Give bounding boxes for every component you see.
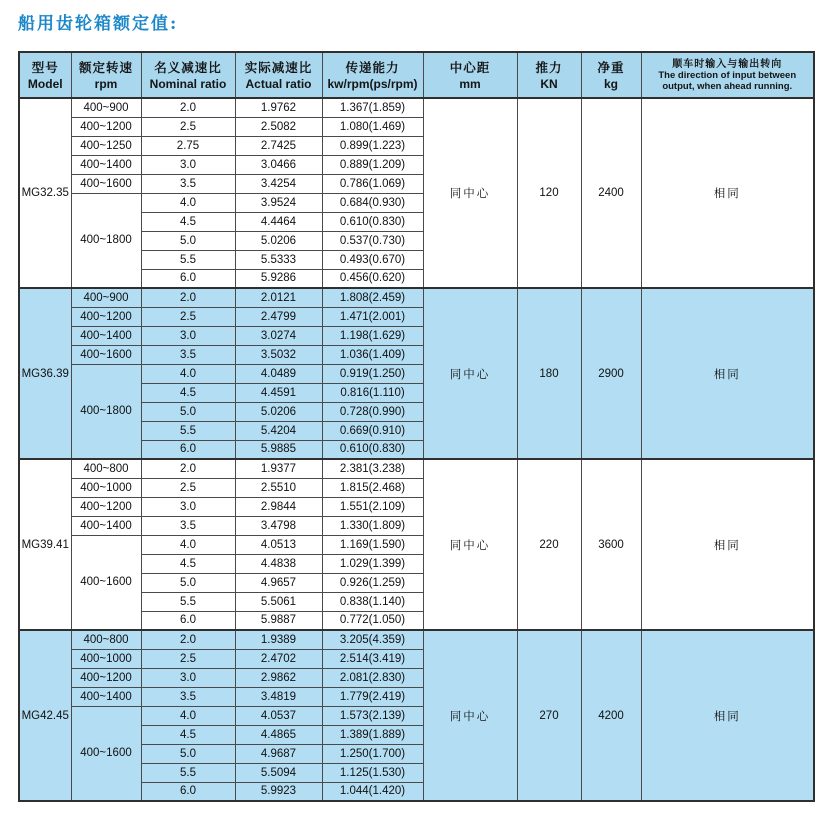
actual-ratio-cell: 4.4865 [235, 725, 322, 744]
nominal-ratio-cell: 5.5 [141, 763, 235, 782]
rated-speed-cell: 400~900 [71, 98, 141, 117]
model-block-MG39.41 [19, 459, 814, 630]
actual-ratio-cell: 4.4838 [235, 554, 322, 573]
net-weight-cell: 3600 [581, 459, 641, 630]
center-distance-cell: 同中心 [423, 630, 517, 801]
nominal-ratio-cell: 6.0 [141, 611, 235, 630]
model-cell: MG32.35 [19, 98, 71, 288]
capacity-cell: 2.514(3.419) [322, 649, 423, 668]
model-block-MG36.39 [19, 288, 814, 459]
capacity-cell: 0.899(1.223) [322, 136, 423, 155]
col-header-direction-en: The direction of input between output, when ahead running. [658, 69, 797, 92]
actual-ratio-cell: 5.4204 [235, 421, 322, 440]
actual-ratio-cell: 5.9286 [235, 269, 322, 288]
direction-cell: 相同 [641, 630, 814, 801]
nominal-ratio-cell: 2.5 [141, 117, 235, 136]
col-header-net-weight [581, 52, 641, 98]
actual-ratio-cell: 3.5032 [235, 345, 322, 364]
capacity-cell: 1.471(2.001) [322, 307, 423, 326]
nominal-ratio-cell: 5.0 [141, 231, 235, 250]
capacity-cell: 0.728(0.990) [322, 402, 423, 421]
rated-speed-cell: 400~1200 [71, 307, 141, 326]
rated-speed-cell: 400~1800 [71, 193, 141, 288]
center-distance-cell: 同中心 [423, 288, 517, 459]
col-header-rated-speed-zh: 额定转速 [78, 60, 133, 75]
capacity-cell: 1.389(1.889) [322, 725, 423, 744]
col-header-model-zh: 型号 [31, 60, 59, 75]
actual-ratio-cell: 2.9862 [235, 668, 322, 687]
capacity-cell: 1.367(1.859) [322, 98, 423, 117]
actual-ratio-cell: 4.9657 [235, 573, 322, 592]
actual-ratio-cell: 4.9687 [235, 744, 322, 763]
actual-ratio-cell: 3.0274 [235, 326, 322, 345]
nominal-ratio-cell: 4.5 [141, 383, 235, 402]
col-header-capacity [322, 52, 423, 98]
col-header-net-weight-en: kg [603, 76, 618, 91]
capacity-cell: 1.330(1.809) [322, 516, 423, 535]
actual-ratio-cell: 3.9524 [235, 193, 322, 212]
thrust-cell: 120 [517, 98, 581, 288]
rated-speed-cell: 400~1600 [71, 706, 141, 801]
table-row [19, 288, 814, 307]
nominal-ratio-cell: 3.5 [141, 516, 235, 535]
nominal-ratio-cell: 2.0 [141, 630, 235, 649]
actual-ratio-cell: 4.0537 [235, 706, 322, 725]
nominal-ratio-cell: 6.0 [141, 269, 235, 288]
capacity-cell: 3.205(4.359) [322, 630, 423, 649]
nominal-ratio-cell: 4.5 [141, 212, 235, 231]
nominal-ratio-cell: 4.0 [141, 364, 235, 383]
capacity-cell: 0.456(0.620) [322, 269, 423, 288]
actual-ratio-cell: 2.5082 [235, 117, 322, 136]
capacity-cell: 0.838(1.140) [322, 592, 423, 611]
col-header-center-distance-en: mm [459, 76, 481, 91]
actual-ratio-cell: 5.0206 [235, 231, 322, 250]
actual-ratio-cell: 1.9389 [235, 630, 322, 649]
capacity-cell: 0.919(1.250) [322, 364, 423, 383]
col-header-capacity-en: kw/rpm(ps/rpm) [327, 76, 418, 91]
capacity-cell: 0.537(0.730) [322, 231, 423, 250]
nominal-ratio-cell: 3.0 [141, 668, 235, 687]
nominal-ratio-cell: 4.5 [141, 554, 235, 573]
col-header-nominal-ratio [141, 52, 235, 98]
capacity-cell: 0.772(1.050) [322, 611, 423, 630]
col-header-nominal-ratio-en: Nominal ratio [149, 76, 227, 91]
rated-speed-cell: 400~1200 [71, 117, 141, 136]
col-header-center-distance [423, 52, 517, 98]
col-header-thrust-zh: 推力 [535, 60, 563, 75]
actual-ratio-cell: 3.4254 [235, 174, 322, 193]
capacity-cell: 0.493(0.670) [322, 250, 423, 269]
rated-speed-cell: 400~1400 [71, 326, 141, 345]
actual-ratio-cell: 2.7425 [235, 136, 322, 155]
nominal-ratio-cell: 4.0 [141, 535, 235, 554]
capacity-cell: 1.198(1.629) [322, 326, 423, 345]
capacity-cell: 0.889(1.209) [322, 155, 423, 174]
nominal-ratio-cell: 2.0 [141, 459, 235, 478]
rated-speed-cell: 400~1400 [71, 155, 141, 174]
actual-ratio-cell: 4.4591 [235, 383, 322, 402]
actual-ratio-cell: 2.9844 [235, 497, 322, 516]
nominal-ratio-cell: 2.5 [141, 649, 235, 668]
table-row [19, 459, 814, 478]
net-weight-cell: 2400 [581, 98, 641, 288]
nominal-ratio-cell: 5.5 [141, 421, 235, 440]
rated-speed-cell: 400~1000 [71, 649, 141, 668]
capacity-cell: 2.381(3.238) [322, 459, 423, 478]
capacity-cell: 1.808(2.459) [322, 288, 423, 307]
actual-ratio-cell: 1.9377 [235, 459, 322, 478]
col-header-center-distance-zh: 中心距 [449, 60, 491, 75]
col-header-rated-speed [71, 52, 141, 98]
col-header-actual-ratio [235, 52, 322, 98]
thrust-cell: 220 [517, 459, 581, 630]
actual-ratio-cell: 3.0466 [235, 155, 322, 174]
capacity-cell: 0.926(1.259) [322, 573, 423, 592]
actual-ratio-cell: 4.0513 [235, 535, 322, 554]
nominal-ratio-cell: 3.5 [141, 174, 235, 193]
actual-ratio-cell: 4.4464 [235, 212, 322, 231]
rated-speed-cell: 400~1200 [71, 497, 141, 516]
col-header-capacity-zh: 传递能力 [345, 60, 400, 75]
nominal-ratio-cell: 6.0 [141, 782, 235, 801]
capacity-cell: 1.250(1.700) [322, 744, 423, 763]
rated-speed-cell: 400~1600 [71, 535, 141, 630]
col-header-thrust-en: KN [540, 76, 558, 91]
col-header-model-en: Model [27, 76, 63, 91]
col-header-thrust [517, 52, 581, 98]
col-header-nominal-ratio-zh: 名义减速比 [154, 60, 222, 75]
model-block-MG42.45 [19, 630, 814, 801]
rated-speed-cell: 400~1800 [71, 364, 141, 459]
table-row [19, 98, 814, 117]
thrust-cell: 270 [517, 630, 581, 801]
rated-speed-cell: 400~900 [71, 288, 141, 307]
capacity-cell: 0.786(1.069) [322, 174, 423, 193]
capacity-cell: 0.669(0.910) [322, 421, 423, 440]
nominal-ratio-cell: 5.0 [141, 402, 235, 421]
rated-speed-cell: 400~1600 [71, 345, 141, 364]
actual-ratio-cell: 3.4819 [235, 687, 322, 706]
capacity-cell: 1.551(2.109) [322, 497, 423, 516]
nominal-ratio-cell: 3.0 [141, 497, 235, 516]
rated-speed-cell: 400~1400 [71, 516, 141, 535]
capacity-cell: 1.036(1.409) [322, 345, 423, 364]
actual-ratio-cell: 5.5061 [235, 592, 322, 611]
capacity-cell: 0.816(1.110) [322, 383, 423, 402]
nominal-ratio-cell: 4.0 [141, 193, 235, 212]
col-header-direction [641, 52, 814, 98]
rated-speed-cell: 400~800 [71, 630, 141, 649]
net-weight-cell: 2900 [581, 288, 641, 459]
col-header-actual-ratio-zh: 实际减速比 [244, 60, 313, 75]
model-cell: MG39.41 [19, 459, 71, 630]
capacity-cell: 0.610(0.830) [322, 440, 423, 459]
capacity-cell: 0.610(0.830) [322, 212, 423, 231]
capacity-cell: 1.169(1.590) [322, 535, 423, 554]
actual-ratio-cell: 5.9885 [235, 440, 322, 459]
nominal-ratio-cell: 5.5 [141, 250, 235, 269]
thrust-cell: 180 [517, 288, 581, 459]
actual-ratio-cell: 5.9923 [235, 782, 322, 801]
rated-speed-cell: 400~1400 [71, 687, 141, 706]
actual-ratio-cell: 1.9762 [235, 98, 322, 117]
capacity-cell: 1.080(1.469) [322, 117, 423, 136]
capacity-cell: 2.081(2.830) [322, 668, 423, 687]
nominal-ratio-cell: 2.0 [141, 98, 235, 117]
nominal-ratio-cell: 3.0 [141, 155, 235, 174]
table-row [19, 630, 814, 649]
direction-cell: 相同 [641, 98, 814, 288]
col-header-rated-speed-en: rpm [94, 76, 118, 91]
actual-ratio-cell: 5.9887 [235, 611, 322, 630]
rated-speed-cell: 400~1000 [71, 478, 141, 497]
nominal-ratio-cell: 2.5 [141, 478, 235, 497]
capacity-cell: 1.029(1.399) [322, 554, 423, 573]
actual-ratio-cell: 2.0121 [235, 288, 322, 307]
capacity-cell: 1.044(1.420) [322, 782, 423, 801]
model-cell: MG42.45 [19, 630, 71, 801]
center-distance-cell: 同中心 [423, 459, 517, 630]
center-distance-cell: 同中心 [423, 98, 517, 288]
actual-ratio-cell: 3.4798 [235, 516, 322, 535]
rated-speed-cell: 400~800 [71, 459, 141, 478]
capacity-cell: 1.779(2.419) [322, 687, 423, 706]
capacity-cell: 0.684(0.930) [322, 193, 423, 212]
actual-ratio-cell: 5.5094 [235, 763, 322, 782]
capacity-cell: 1.125(1.530) [322, 763, 423, 782]
nominal-ratio-cell: 5.0 [141, 573, 235, 592]
nominal-ratio-cell: 6.0 [141, 440, 235, 459]
rated-speed-cell: 400~1600 [71, 174, 141, 193]
actual-ratio-cell: 5.0206 [235, 402, 322, 421]
capacity-cell: 1.573(2.139) [322, 706, 423, 725]
nominal-ratio-cell: 4.5 [141, 725, 235, 744]
col-header-net-weight-zh: 净重 [597, 60, 625, 75]
nominal-ratio-cell: 2.5 [141, 307, 235, 326]
nominal-ratio-cell: 4.0 [141, 706, 235, 725]
rated-speed-cell: 400~1200 [71, 668, 141, 687]
col-header-model [19, 52, 71, 98]
nominal-ratio-cell: 3.5 [141, 687, 235, 706]
model-block-MG32.35 [19, 98, 814, 288]
nominal-ratio-cell: 3.0 [141, 326, 235, 345]
nominal-ratio-cell: 2.0 [141, 288, 235, 307]
actual-ratio-cell: 2.5510 [235, 478, 322, 497]
actual-ratio-cell: 5.5333 [235, 250, 322, 269]
nominal-ratio-cell: 2.75 [141, 136, 235, 155]
col-header-actual-ratio-en: Actual ratio [245, 76, 312, 91]
nominal-ratio-cell: 5.5 [141, 592, 235, 611]
actual-ratio-cell: 4.0489 [235, 364, 322, 383]
table-header [19, 52, 814, 98]
nominal-ratio-cell: 5.0 [141, 744, 235, 763]
capacity-cell: 1.815(2.468) [322, 478, 423, 497]
actual-ratio-cell: 2.4799 [235, 307, 322, 326]
rated-speed-cell: 400~1250 [71, 136, 141, 155]
direction-cell: 相同 [641, 288, 814, 459]
actual-ratio-cell: 2.4702 [235, 649, 322, 668]
nominal-ratio-cell: 3.5 [141, 345, 235, 364]
ratings-table [18, 51, 815, 802]
net-weight-cell: 4200 [581, 630, 641, 801]
direction-cell: 相同 [641, 459, 814, 630]
col-header-direction-zh: 顺车时输入与输出转向 [672, 58, 783, 70]
page-title: 船用齿轮箱额定值: [18, 14, 179, 34]
model-cell: MG36.39 [19, 288, 71, 459]
